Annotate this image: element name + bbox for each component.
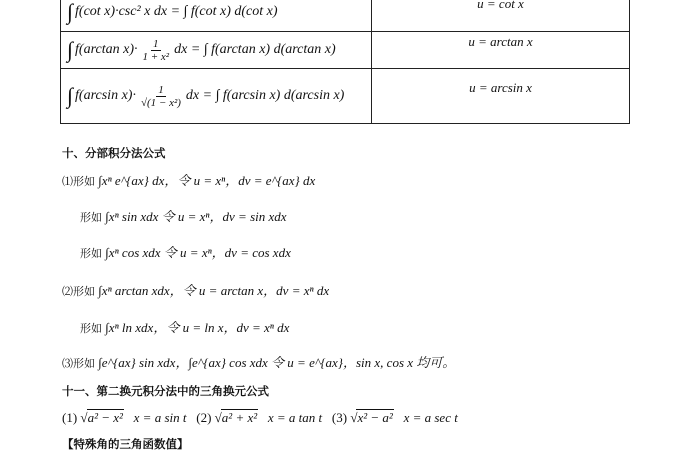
section-title: 十一、第二换元积分法中的三角换元公式 <box>62 384 269 398</box>
substitution-cell <box>372 32 630 69</box>
section-title: 十、分部积分法公式 <box>62 146 166 160</box>
table-row <box>61 0 630 32</box>
substitution-text: u = arcsin x <box>469 80 532 95</box>
fraction: $\frac{1}{\text{1 + x²}}$ <box>142 37 170 63</box>
section-title: 【特殊角的三角函数值】 <box>62 437 189 451</box>
formula-line: ⑵形如 ∫xⁿ arctan xdx，令 u = arctan x，dv = xⁿ dx <box>62 283 330 298</box>
formula-line: 形如 ∫xⁿ cos xdx 令 u = xⁿ，dv = cos xdx <box>80 245 291 260</box>
substitution-cell <box>372 69 630 124</box>
integral-sign: ∫ <box>67 0 74 24</box>
substitution-table <box>60 0 630 124</box>
formula-cell <box>61 0 372 32</box>
formula-text: f(cot x)·csc² x dx = ∫ f(cot x) d(cot x) <box>75 4 278 19</box>
substitution-text: u = cot x <box>477 0 524 11</box>
substitution-cell <box>372 0 630 32</box>
formula-text: dx = ∫ f(arcsin x) d(arcsin x) <box>185 88 345 103</box>
integral-sign: ∫ <box>67 83 74 108</box>
trig-substitution-row: (1) √a² − x² x = a sin t (2) √a² + x² x = a tan t (3) √x² − a² x = a sec t <box>62 410 458 425</box>
formula-line: ⑴形如 ∫xⁿ e^{ax} dx，令 u = xⁿ，dv = e^{ax} dx <box>62 173 316 188</box>
integral-sign: ∫ <box>67 37 74 62</box>
formula-line: ⑶形如 ∫e^{ax} sin xdx，∫e^{ax} cos xdx 令 u = e^{ax}，sin x, cos x 均可。 <box>62 355 456 370</box>
table-row <box>61 32 630 69</box>
substitution-text: u = arctan x <box>468 34 533 49</box>
formula-line: 形如 ∫xⁿ ln xdx，令 u = ln x，dv = xⁿ dx <box>80 320 290 335</box>
formula-line: 形如 ∫xⁿ sin xdx 令 u = xⁿ，dv = sin xdx <box>80 209 287 224</box>
formula-text: f(arctan x)· <box>75 42 138 57</box>
formula-text: f(arcsin x)· <box>75 88 136 103</box>
fraction: $\frac{1}{\text{√(1 − x²)}}$ <box>140 83 181 109</box>
formula-text: dx = ∫ f(arctan x) d(arctan x) <box>174 42 336 57</box>
table-row <box>61 69 630 124</box>
formula-cell <box>61 32 372 69</box>
formula-cell <box>61 69 372 124</box>
